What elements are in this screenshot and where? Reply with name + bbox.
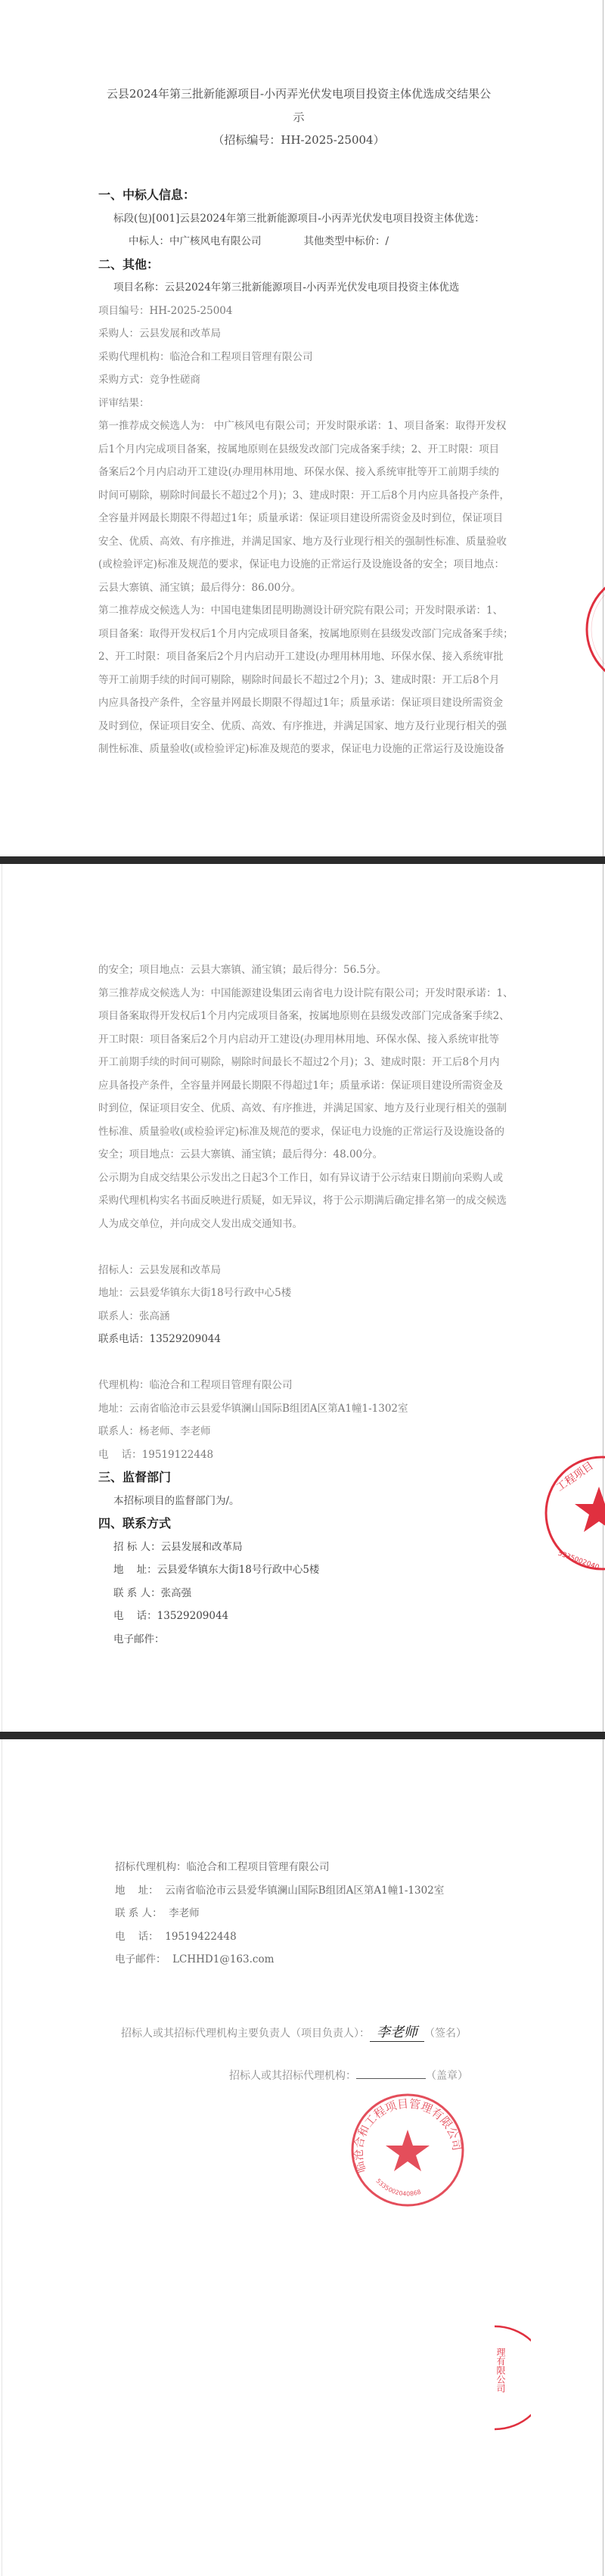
contact-person: 联 系 人：张高强 [113, 1586, 192, 1599]
svg-text:工程项目: 工程项目 [554, 1459, 596, 1494]
candidate-3-line: 开工时限：项目备案后2个月内启动开工建设(办理用林用地、环保水保、接入系统审批等 [98, 1033, 499, 1046]
candidate-1-line: 时间可剔除，剔除时间最长不超过2个月)；3、建成时限：开工后8个月内应具备投产条件， [98, 489, 510, 502]
candidate-1-line: 全容量并网最长期限不得超过1年；质量承诺：保证项目建设所需资金及时到位，保证项目 [98, 512, 504, 524]
stamp-label: 招标人或其招标代理机构： [229, 2070, 356, 2082]
tenderer-address: 地址：云县爱华镇东大街18号行政中心5楼 [98, 1287, 292, 1299]
candidate-3-line: 项目备案取得开发权后1个月内完成项目备案，按属地原则在县级发改部门完成备案手续2、 [98, 1010, 510, 1022]
candidate-2-line: 等开工前期手续的时间可剔除，剔除时间最长不超过2个月)；3、建成时限：开工后8个月 [98, 673, 500, 686]
candidate-1-line: 安全、优质、高效、有序推进，并满足国家、地方及行业现行相关的强制性标准、质量验收 [98, 535, 507, 548]
handwritten-signature: 李老师 [370, 2021, 424, 2042]
notice-line: 采购代理机构实名书面反映进行质疑，如无异议，将于公示期满后确定排名第一的成交候选 [98, 1195, 507, 1207]
candidate-1-line: 后1个月内完成项目备案，按属地原则在县级发改部门完成备案手续；2、开工时限：项目 [98, 443, 500, 455]
notice-line: 公示期为自成交结果公示发出之日起3个工作日，如有异议请于公示结束日期前向采购人或 [98, 1171, 504, 1184]
candidate-2-line: 第二推荐成交候选人为：中国电建集团昆明勘测设计研究院有限公司；开发时限承诺：1、 [98, 604, 504, 617]
section-2-heading: 二、其他： [98, 256, 160, 272]
sign-note: （签名） [424, 2028, 467, 2040]
page-separator [0, 1732, 605, 1739]
candidate-1-line: 第一推荐成交候选人为： 中广核风电有限公司；开发时限承诺：1、项目备案：取得开发权 [98, 420, 507, 432]
title-line-2: 示 [293, 110, 305, 124]
svg-text:5335002040868: 5335002040868 [374, 2177, 422, 2198]
candidate-1-line: 备案后2个月内启动开工建设(办理用林用地、环保水保、接入系统审批等开工前期手续的 [98, 466, 499, 478]
agency-contact-block [115, 1856, 516, 1972]
contact-email: 电子邮件： [113, 1633, 165, 1645]
company-seal-partial [582, 569, 605, 690]
agent-phone: 电 话：19519122448 [98, 1448, 214, 1461]
candidate-3-line: 开工前期手续的时间可剔除，剔除时间最长不超过2个月)；3、建成时限：开工后8个月内 [98, 1056, 500, 1068]
project-number: 项目编号：HH-2025-25004 [98, 304, 233, 317]
document-title [98, 82, 499, 152]
tenderer-phone: 联系电话：13529209044 [98, 1333, 221, 1345]
stamp-blank [356, 2068, 426, 2079]
tenderer-contact: 联系人：张高涵 [98, 1310, 170, 1322]
page-1-body [98, 184, 513, 761]
candidate-2-line: 2、开工时限：项目备案后2个月内启动开工建设(办理用林用地、环保水保、接入系统审批 [98, 651, 504, 663]
svg-text:5335002040: 5335002040 [557, 1549, 600, 1572]
agency-address: 地 址： 云南省临沧市云县爱华镇澜山国际B组团A区第A1幢1-1302室 [115, 1884, 445, 1897]
contact-address: 地 址：云县爱华镇东大街18号行政中心5楼 [113, 1564, 320, 1576]
agency-contact: 联 系 人： 李老师 [115, 1907, 200, 1919]
purchasing-agency: 采购代理机构：临沧合和工程项目管理有限公司 [98, 350, 313, 363]
candidate-1-line: (或检验评定)标准及规范的要求，保证电力设施的正常运行及设施设备的安全；项目地点： [98, 558, 505, 570]
tender-number: （招标编号：HH-2025-25004） [213, 133, 385, 147]
responsible-label: 招标人或其招标代理机构主要负责人（项目负责人）： [121, 2028, 370, 2040]
agency-name: 招标代理机构：临沧合和工程项目管理有限公司 [115, 1861, 330, 1873]
contact-phone: 电 话：13529209044 [113, 1610, 229, 1622]
agency-email: 电子邮件： LCHHD1@163.com [115, 1953, 275, 1965]
candidate-3-line: 应具备投产条件，全容量并网最长期限不得超过1年；质量承诺：保证项目建设所需资金及 [98, 1079, 504, 1092]
responsible-signature-line [121, 2021, 467, 2042]
candidate-2-line: 的安全；项目地点：云县大寨镇、涌宝镇；最后得分：56.5分。 [98, 964, 387, 976]
svg-text:临沧合和工程项目管理有限公司: 临沧合和工程项目管理有限公司 [351, 2096, 464, 2175]
page-3 [0, 1739, 605, 2576]
agency-phone: 电 话： 19519422448 [115, 1930, 237, 1943]
purchasing-method: 采购方式：竞争性磋商 [98, 374, 200, 386]
candidate-3-line: 时到位，保证项目安全、优质、高效、有序推进，并满足国家、地方及行业现行相关的强制 [98, 1102, 507, 1114]
supervision-text: 本招标项目的监督部门为/。 [113, 1494, 240, 1507]
project-name: 项目名称：云县2024年第三批新能源项目-小丙弄光伏发电项目投资主体优选 [113, 281, 460, 294]
page-1 [0, 0, 605, 856]
company-seal-partial [541, 1453, 605, 1574]
page-separator [0, 856, 605, 864]
candidate-2-line: 及时到位，保证项目安全、优质、高效、有序推进，并满足国家、地方及行业现行相关的强 [98, 719, 507, 732]
svg-text:理有限公司: 理有限公司 [495, 2348, 506, 2393]
contact-tenderer: 招 标 人：云县发展和改革局 [113, 1540, 243, 1553]
winner-row [98, 230, 499, 253]
candidate-3-line: 第三推荐成交候选人为：中国能源建设集团云南省电力设计院有限公司；开发时限承诺：1、 [98, 987, 513, 999]
candidate-3-line: 安全；项目地点：云县大寨镇、涌宝镇；最后得分：48.00分。 [98, 1148, 383, 1161]
page-2-body [98, 959, 513, 1651]
candidate-3-line: 性标准、质量验收(或检验评定)标准及规范的要求，保证电力设施的正常运行及设施设备的 [98, 1125, 505, 1138]
company-seal-partial [493, 2325, 531, 2431]
winner: 中标人：中广核风电有限公司 [129, 235, 262, 247]
agent: 代理机构：临沧合和工程项目管理有限公司 [98, 1379, 293, 1391]
lot-info: 标段(包)[001]云县2024年第三批新能源项目-小丙弄光伏发电项目投资主体优选： [113, 212, 485, 225]
candidate-2-line: 项目备案：取得开发权后1个月内完成项目备案，按属地原则在县级发改部门完成备案手续； [98, 627, 513, 640]
tenderer: 招标人：云县发展和改革局 [98, 1263, 221, 1276]
notice-line: 人为成交单位，并向成交人发出成交通知书。 [98, 1217, 302, 1230]
agent-address: 地址：云南省临沧市云县爱华镇澜山国际B组团A区第A1幢1-1302室 [98, 1402, 408, 1415]
title-line-1: 云县2024年第三批新能源项目-小丙弄光伏发电项目投资主体优选成交结果公 [106, 87, 492, 101]
stamp-line [229, 2068, 468, 2083]
review-result-label: 评审结果： [98, 396, 150, 409]
company-seal [349, 2092, 466, 2208]
section-1-heading: 一、中标人信息： [98, 188, 196, 202]
purchaser: 采购人：云县发展和改革局 [98, 328, 221, 340]
stamp-note: （盖章） [426, 2070, 468, 2082]
candidate-2-line: 制性标准、质量验收(或检验评定)标准及规范的要求，保证电力设施的正常运行及设施设备 [98, 743, 505, 755]
page-2 [0, 864, 605, 1732]
agent-contact: 联系人：杨老师、李老师 [98, 1425, 211, 1437]
candidate-2-line: 内应具备投产条件，全容量并网最长期限不得超过1年；质量承诺：保证项目建设所需资金 [98, 697, 504, 709]
other-price: 其他类型中标价：/ [303, 235, 389, 247]
section-3-heading: 三、监督部门 [98, 1470, 172, 1484]
section-4-heading: 四、联系方式 [98, 1516, 172, 1530]
candidate-1-line: 云县大寨镇、涌宝镇；最后得分：86.00分。 [98, 581, 302, 594]
